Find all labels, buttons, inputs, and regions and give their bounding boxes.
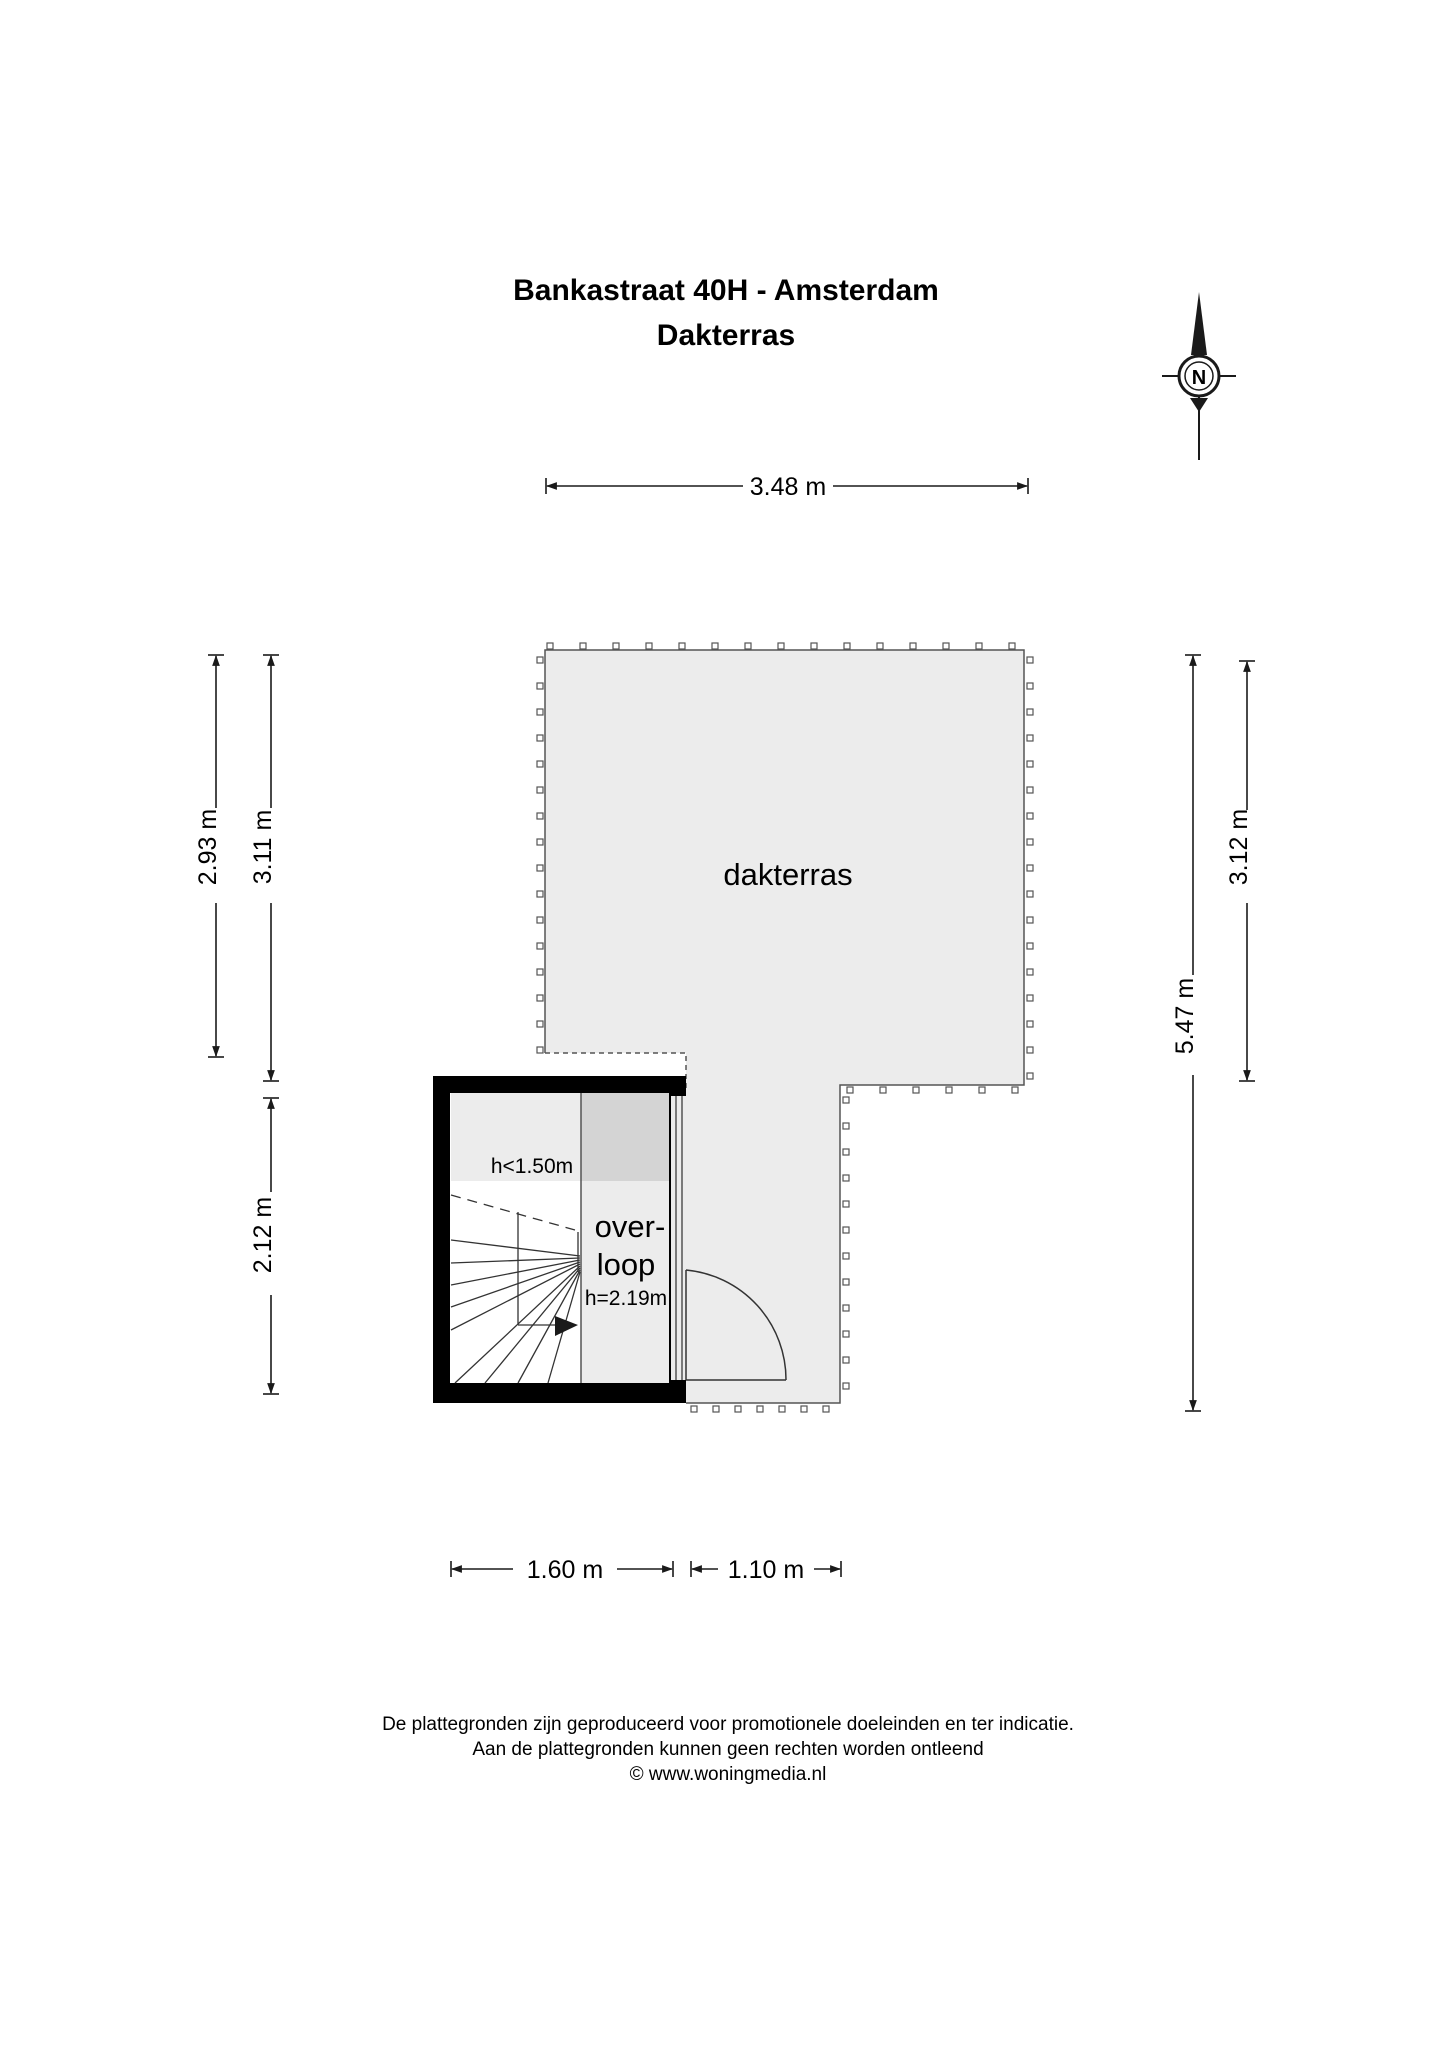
copyright-link[interactable]: © www.woningmedia.nl [629, 1764, 827, 1785]
railing-post [537, 995, 543, 1001]
railing-post [1027, 943, 1033, 949]
compass-label: N [1191, 367, 1207, 389]
railing-post [1027, 1073, 1033, 1079]
railing-post [843, 1305, 849, 1311]
dimension-left-upper-outer: 2.93 m [194, 808, 222, 886]
railing-post [1027, 761, 1033, 767]
railing-post [1027, 917, 1033, 923]
railing-post [1027, 657, 1033, 663]
railing-post [679, 643, 685, 649]
railing-post [843, 1357, 849, 1363]
railing-post [823, 1406, 829, 1412]
railing-post [913, 1087, 919, 1093]
railing-post [843, 1227, 849, 1233]
low-ceiling-label: h<1.50m [490, 1155, 574, 1178]
railing-post [613, 643, 619, 649]
railing-post [537, 709, 543, 715]
railing-post [757, 1406, 763, 1412]
railing-post [847, 1087, 853, 1093]
dimension-bottom-left: 1.60 m [526, 1556, 604, 1584]
railing-post [801, 1406, 807, 1412]
plan-subtitle: Dakterras [656, 319, 796, 352]
disclaimer-line-1: De plattegronden zijn geproduceerd voor promotionele doeleinden en ter indicatie. [382, 1714, 1074, 1735]
railing-post [1012, 1087, 1018, 1093]
railing-post [779, 1406, 785, 1412]
disclaimer-line-2: Aan de plattegronden kunnen geen rechten worden ontleend [472, 1739, 984, 1760]
railing-post [843, 1201, 849, 1207]
railing-post [843, 1123, 849, 1129]
railing-post [843, 1097, 849, 1103]
railing-post [537, 761, 543, 767]
railing-post [778, 643, 784, 649]
railing-post [1027, 969, 1033, 975]
railing-post [713, 1406, 719, 1412]
railing-post [537, 969, 543, 975]
railing-post [691, 1406, 697, 1412]
railing-post [537, 865, 543, 871]
railing-post [580, 643, 586, 649]
railing-post [1027, 683, 1033, 689]
railing-post [537, 683, 543, 689]
railing-post [811, 643, 817, 649]
railing-post [1009, 643, 1015, 649]
railing-post [1027, 787, 1033, 793]
railing-post [537, 839, 543, 845]
railing-post [745, 643, 751, 649]
railing-post [843, 1279, 849, 1285]
railing-post [1027, 813, 1033, 819]
railing-post [712, 643, 718, 649]
railing-post [1027, 839, 1033, 845]
railing-post [646, 643, 652, 649]
railing-post [843, 1331, 849, 1337]
dimension-bottom-right: 1.10 m [727, 1556, 805, 1584]
railing-post [537, 891, 543, 897]
railing-post [537, 787, 543, 793]
landing-height: h=2.19m [584, 1287, 668, 1310]
dimension-left-upper-inner: 3.11 m [249, 809, 277, 885]
railing-post [537, 1047, 543, 1053]
terrace-label: dakterras [723, 857, 853, 892]
dimension-top-width: 3.48 m [749, 473, 827, 501]
railing-post [946, 1087, 952, 1093]
railing-post [537, 735, 543, 741]
landing-label-line1: over- [594, 1209, 666, 1244]
railing-post [1027, 891, 1033, 897]
railing-post [537, 917, 543, 923]
railing-post [877, 643, 883, 649]
railing-post [1027, 735, 1033, 741]
railing-post [1027, 1021, 1033, 1027]
railing-post [979, 1087, 985, 1093]
railing-post [844, 643, 850, 649]
railing-post [880, 1087, 886, 1093]
railing-post [1027, 709, 1033, 715]
railing-post [735, 1406, 741, 1412]
railing-post [1027, 995, 1033, 1001]
railing-post [1027, 865, 1033, 871]
railing-post [843, 1175, 849, 1181]
railing-post [943, 643, 949, 649]
dimension-left-lower: 2.12 m [249, 1196, 277, 1274]
dimension-right-upper: 3.12 m [1225, 808, 1253, 886]
railing-post [537, 813, 543, 819]
landing-shaded-area [581, 1093, 669, 1181]
plan-title: Bankastraat 40H - Amsterdam [513, 274, 939, 307]
north-arrow-icon [1162, 292, 1236, 460]
railing-post [537, 657, 543, 663]
railing-post [843, 1383, 849, 1389]
railing-post [537, 943, 543, 949]
landing-label-line2: loop [596, 1247, 656, 1282]
railing-post [910, 643, 916, 649]
railing-post [1027, 1047, 1033, 1053]
dimension-right-total: 5.47 m [1171, 977, 1199, 1055]
railing-post [547, 643, 553, 649]
railing-post [843, 1149, 849, 1155]
railing-post [976, 643, 982, 649]
railing-post [843, 1253, 849, 1259]
railing-post [537, 1021, 543, 1027]
